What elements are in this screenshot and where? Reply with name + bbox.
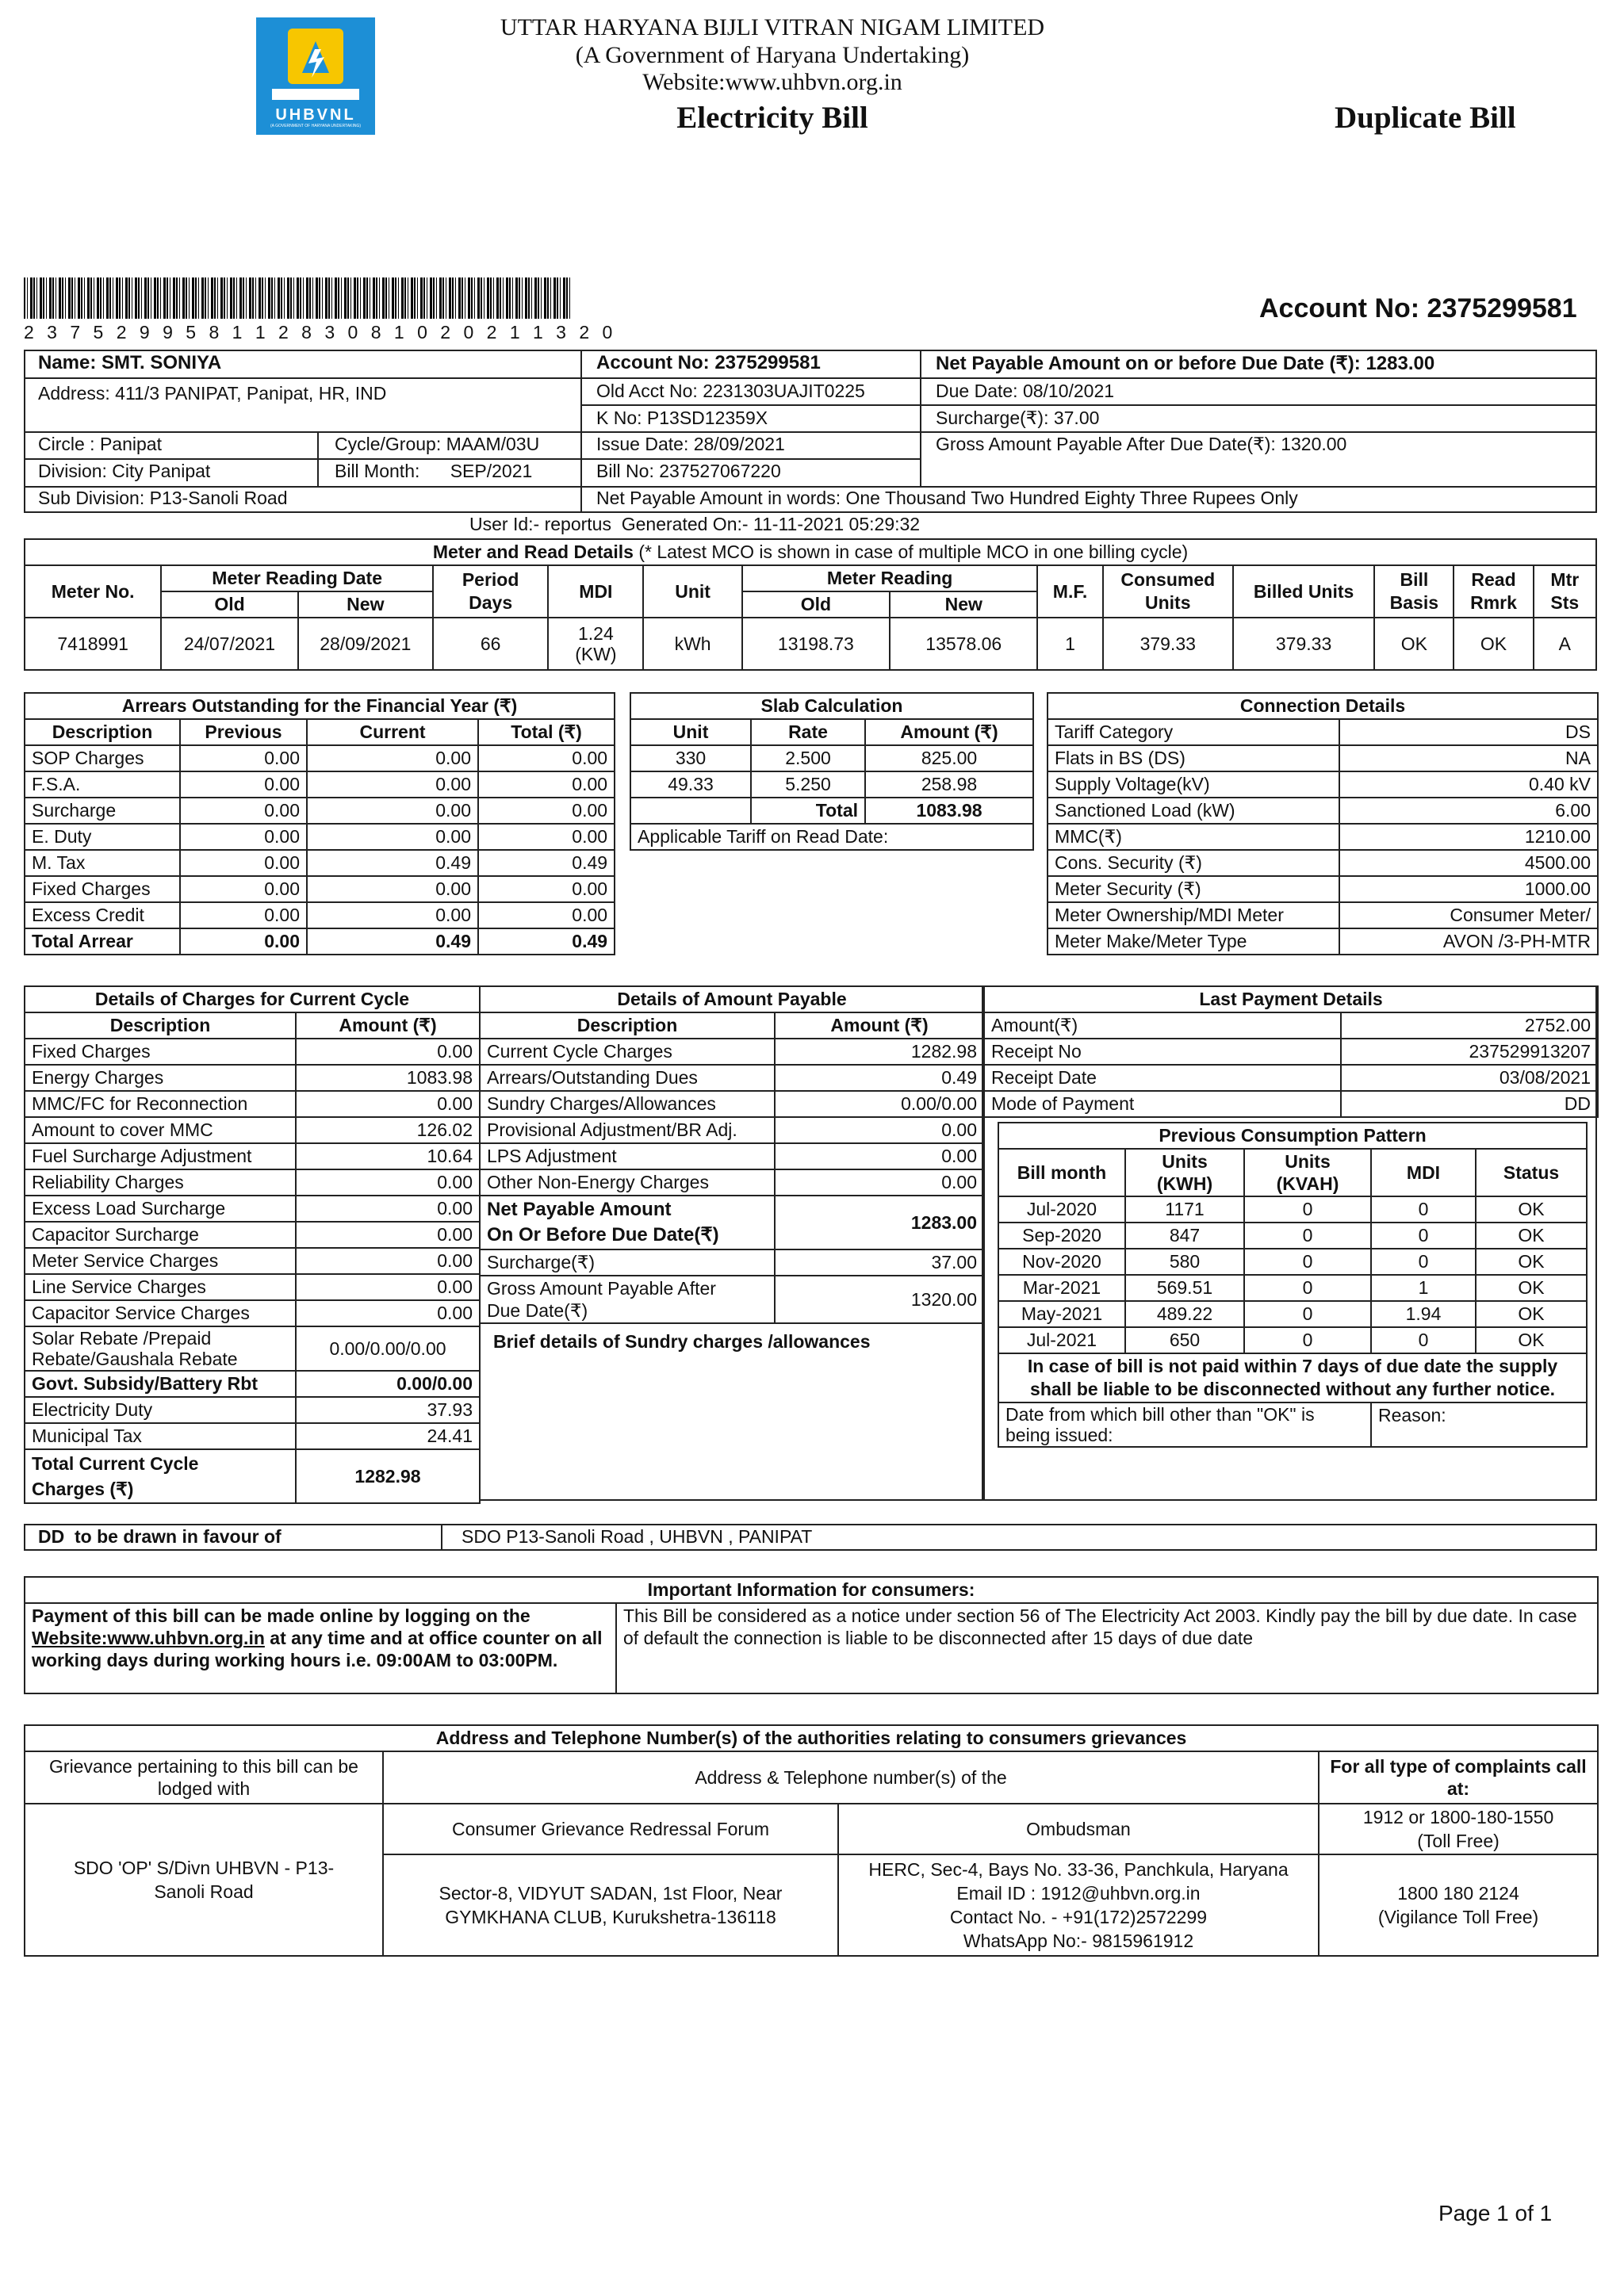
payable-row — [480, 1169, 984, 1196]
issue-date: Issue Date: 28/09/2021 — [596, 434, 785, 454]
slab-title: Slab Calculation — [630, 693, 1033, 719]
col-date-new: New — [298, 591, 433, 618]
table-cell: Meter Make/Meter Type — [1048, 928, 1339, 955]
table-cell: Surcharge — [25, 798, 180, 824]
table-cell: 0.00 — [296, 1196, 480, 1222]
arrears-table — [24, 692, 615, 955]
table-cell: Arrears/Outstanding Dues — [480, 1065, 775, 1091]
connection-row — [1048, 850, 1598, 876]
table-cell: Current Cycle Charges — [480, 1039, 775, 1065]
table-cell: Amount(₹) — [984, 1012, 1341, 1039]
consumption-row — [998, 1275, 1587, 1301]
table-cell: Nov-2020 — [998, 1249, 1125, 1275]
charges-row — [25, 1300, 480, 1326]
meter-title: Meter and Read Details (* Latest MCO is shown in case of multiple MCO in one billing cycle) — [25, 539, 1596, 565]
table-cell: 0.00 — [775, 1143, 984, 1169]
consumer-sub-division: Sub Division: P13-Sanoli Road — [38, 488, 288, 508]
table-cell: 0.00 — [478, 771, 615, 798]
table-cell: 0.00 — [180, 876, 307, 902]
reason-label: Reason: — [1371, 1402, 1587, 1447]
arrears-row — [25, 876, 615, 902]
table-cell: 0.00 — [180, 798, 307, 824]
col-mf: M.F. — [1037, 565, 1102, 618]
slab-header: Unit — [630, 719, 751, 745]
table-cell: DD — [1341, 1091, 1598, 1117]
consumption-header: Status — [1476, 1149, 1587, 1196]
table-cell: Fixed Charges — [25, 876, 180, 902]
consumption-header: Units (KWH) — [1125, 1149, 1244, 1196]
payable-table — [479, 985, 985, 1324]
table-cell: AVON /3-PH-MTR — [1339, 928, 1598, 955]
charges-row — [25, 1117, 480, 1143]
important-right: This Bill be considered as a notice under section 56 of The Electricity Act 2003. Kindly pay the bill by due date. In case of default the connection is liable to be disconnected after 15 days of due date — [616, 1603, 1598, 1693]
table-cell: 0.49 — [307, 928, 478, 955]
consumption-row — [998, 1196, 1587, 1223]
last-payment-row — [984, 1091, 1598, 1117]
charges-row — [25, 1274, 480, 1300]
important-left: Payment of this bill can be made online by logging on the Website:www.uhbvn.org.in at any time and at office counter on all working days during working hours i.e. 09:00AM to 03:00PM. — [25, 1603, 616, 1693]
grievance-ombudsman-address: HERC, Sec-4, Bays No. 33-36, Panchkula, Haryana Email ID : 1912@uhbvn.org.in Contact No. - +91(172)2572299 WhatsApp No:- 9815961912 — [838, 1854, 1319, 1956]
slab-table — [630, 692, 1034, 851]
charges-row — [25, 1222, 480, 1248]
col-mdi: MDI — [548, 565, 643, 618]
table-cell: May-2021 — [998, 1301, 1125, 1327]
duty-row: Electricity Duty 37.93 — [25, 1397, 480, 1423]
gross-after-due: Gross Amount Payable After Due Date(₹): 1320.00 — [936, 434, 1347, 454]
table-cell: 1083.98 — [296, 1065, 480, 1091]
meter-row: 7418991 24/07/2021 28/09/2021 66 1.24 (KW) kWh 13198.73 13578.06 1 379.33 379.33 OK OK A — [25, 618, 1596, 670]
payable-h-amt: Amount (₹) — [775, 1012, 984, 1039]
date-from-label: Date from which bill other than "OK" is being issued: — [998, 1402, 1371, 1447]
table-cell: 0.49 — [775, 1065, 984, 1091]
payable-row — [480, 1039, 984, 1065]
col-period: Period Days — [433, 565, 548, 618]
grievance-col1-head: Grievance pertaining to this bill can be lodged with — [25, 1751, 383, 1804]
charges-row — [25, 1169, 480, 1196]
grievance-table — [24, 1724, 1599, 1957]
table-cell: 0 — [1244, 1223, 1371, 1249]
consumption-header: MDI — [1371, 1149, 1476, 1196]
table-cell: 0.00 — [307, 745, 478, 771]
table-cell: 0.00 — [307, 771, 478, 798]
charges-row — [25, 1065, 480, 1091]
arrears-header: Current — [307, 719, 478, 745]
table-cell: Amount to cover MMC — [25, 1117, 296, 1143]
grievance-forum-address: Sector-8, VIDYUT SADAN, 1st Floor, Near GYMKHANA CLUB, Kurukshetra-136118 — [383, 1854, 838, 1956]
consumer-name: Name: SMT. SONIYA — [38, 352, 222, 373]
k-no: K No: P13SD12359X — [596, 408, 768, 428]
table-cell: 258.98 — [865, 771, 1033, 798]
table-cell: MMC/FC for Reconnection — [25, 1091, 296, 1117]
charges-row — [25, 1196, 480, 1222]
table-cell: Meter Ownership/MDI Meter — [1048, 902, 1339, 928]
table-cell: Energy Charges — [25, 1065, 296, 1091]
table-cell: 0.00 — [180, 745, 307, 771]
col-read-new: New — [890, 591, 1037, 618]
consumption-row — [998, 1223, 1587, 1249]
table-cell: OK — [1476, 1223, 1587, 1249]
slab-tariff-note: Applicable Tariff on Read Date: — [630, 824, 1033, 850]
table-cell: 126.02 — [296, 1117, 480, 1143]
arrears-row — [25, 902, 615, 928]
logo-caption: (A GOVERNMENT OF HARYANA UNDERTAKING) — [270, 124, 361, 128]
dd-value: SDO P13-Sanoli Road , UHBVN , PANIPAT — [462, 1526, 813, 1547]
table-cell: Other Non-Energy Charges — [480, 1169, 775, 1196]
connection-row — [1048, 876, 1598, 902]
disconnection-notice: In case of bill is not paid within 7 days of due date the supply shall be liable to be disconnected without any further notice. — [998, 1353, 1587, 1402]
table-cell: 0.00 — [180, 928, 307, 955]
table-cell: Capacitor Surcharge — [25, 1222, 296, 1248]
payable-row — [480, 1065, 984, 1091]
charges-title: Details of Charges for Current Cycle — [25, 986, 480, 1012]
consumer-address: Address: 411/3 PANIPAT, Panipat, HR, IND — [38, 383, 387, 404]
net-payable-row: Net Payable Amount On Or Before Due Date(₹) 1283.00 — [480, 1196, 984, 1249]
table-cell: 0.00 — [478, 876, 615, 902]
table-cell: 0 — [1371, 1196, 1476, 1223]
grievance-forum: Consumer Grievance Redressal Forum — [383, 1804, 838, 1854]
table-cell: OK — [1476, 1275, 1587, 1301]
table-cell: 0.00 — [478, 745, 615, 771]
last-payment-row — [984, 1065, 1598, 1091]
table-cell: Reliability Charges — [25, 1169, 296, 1196]
table-cell: 1282.98 — [775, 1039, 984, 1065]
meter-table — [24, 538, 1597, 671]
table-cell: 0.00 — [775, 1117, 984, 1143]
company-name: UTTAR HARYANA BIJLI VITRAN NIGAM LIMITED — [500, 14, 1045, 40]
arrears-title: Arrears Outstanding for the Financial Year (₹) — [25, 693, 615, 719]
logo-text: UHBVNL — [275, 106, 356, 124]
table-cell: 2752.00 — [1341, 1012, 1598, 1039]
table-cell: Tariff Category — [1048, 719, 1339, 745]
table-cell: 489.22 — [1125, 1301, 1244, 1327]
connection-row — [1048, 719, 1598, 745]
table-cell: 0.00 — [307, 824, 478, 850]
table-cell: 10.64 — [296, 1143, 480, 1169]
connection-table — [1047, 692, 1599, 955]
col-basis: Bill Basis — [1374, 565, 1454, 618]
table-cell: 0 — [1244, 1275, 1371, 1301]
connection-row — [1048, 771, 1598, 798]
table-cell: SOP Charges — [25, 745, 180, 771]
table-cell: 4500.00 — [1339, 850, 1598, 876]
table-cell: 0.40 kV — [1339, 771, 1598, 798]
table-cell: Fixed Charges — [25, 1039, 296, 1065]
table-cell: 1210.00 — [1339, 824, 1598, 850]
table-cell: Excess Credit — [25, 902, 180, 928]
table-cell: 0 — [1244, 1301, 1371, 1327]
table-cell: OK — [1476, 1327, 1587, 1353]
surcharge-row: Surcharge(₹) 37.00 — [480, 1249, 984, 1276]
last-payment-row — [984, 1039, 1598, 1065]
arrears-row — [25, 850, 615, 876]
table-cell: 650 — [1125, 1327, 1244, 1353]
arrears-row — [25, 798, 615, 824]
table-cell: Sundry Charges/Allowances — [480, 1091, 775, 1117]
table-cell: 0.00 — [307, 902, 478, 928]
arrears-row — [25, 824, 615, 850]
subsidy-row: Govt. Subsidy/Battery Rbt 0.00/0.00 — [25, 1371, 480, 1397]
bill-no: Bill No: 237527067220 — [596, 461, 781, 481]
important-title: Important Information for consumers: — [25, 1577, 1598, 1603]
vigilance-cell: 1800 180 2124 (Vigilance Toll Free) — [1319, 1854, 1598, 1956]
table-cell: Capacitor Service Charges — [25, 1300, 296, 1326]
consumer-circle: Circle : Panipat — [38, 434, 162, 454]
table-cell: Meter Security (₹) — [1048, 876, 1339, 902]
toll-free-cell: 1912 or 1800-180-1550 (Toll Free) — [1319, 1804, 1598, 1854]
payable-title: Details of Amount Payable — [480, 986, 984, 1012]
table-cell: 0.00 — [296, 1169, 480, 1196]
grievance-ombudsman: Ombudsman — [838, 1804, 1319, 1854]
arrears-header: Previous — [180, 719, 307, 745]
amount-in-words: Net Payable Amount in words: One Thousand Two Hundred Eighty Three Rupees Only — [596, 488, 1298, 508]
company-logo — [256, 17, 375, 135]
charges-row — [25, 1143, 480, 1169]
col-billed: Billed Units — [1233, 565, 1374, 618]
grievance-col3-head: For all type of complaints call at: — [1319, 1751, 1598, 1804]
table-cell: Flats in BS (DS) — [1048, 745, 1339, 771]
table-cell: Line Service Charges — [25, 1274, 296, 1300]
table-cell: 0 — [1244, 1196, 1371, 1223]
charges-table — [24, 985, 481, 1504]
consumption-row — [998, 1249, 1587, 1275]
table-cell: 847 — [1125, 1223, 1244, 1249]
table-cell: Mar-2021 — [998, 1275, 1125, 1301]
table-cell: 0 — [1244, 1327, 1371, 1353]
col-meter-no: Meter No. — [25, 565, 161, 618]
table-cell: OK — [1476, 1196, 1587, 1223]
table-cell: 03/08/2021 — [1341, 1065, 1598, 1091]
consumption-row — [998, 1327, 1587, 1353]
table-cell: 0.00 — [296, 1274, 480, 1300]
table-cell: 237529913207 — [1341, 1039, 1598, 1065]
surcharge: Surcharge(₹): 37.00 — [936, 408, 1100, 428]
barcode-digits: 2 3 7 5 2 9 9 5 8 1 1 2 8 3 0 8 1 0 2 0 2 1 1 3 2 0 — [24, 322, 617, 342]
table-cell: Jul-2021 — [998, 1327, 1125, 1353]
table-cell: Supply Voltage(kV) — [1048, 771, 1339, 798]
grievance-title: Address and Telephone Number(s) of the authorities relating to consumers grievances — [25, 1725, 1598, 1751]
table-cell: OK — [1476, 1249, 1587, 1275]
table-cell: Provisional Adjustment/BR Adj. — [480, 1117, 775, 1143]
table-cell: Mode of Payment — [984, 1091, 1341, 1117]
payable-row — [480, 1143, 984, 1169]
connection-title: Connection Details — [1048, 693, 1598, 719]
table-cell: 0.00 — [307, 876, 478, 902]
table-cell: 0.00/0.00 — [775, 1091, 984, 1117]
account-no: Account No: 2375299581 — [596, 352, 821, 373]
table-cell: 49.33 — [630, 771, 751, 798]
arrears-row — [25, 928, 615, 955]
connection-row — [1048, 824, 1598, 850]
page-number: Page 1 of 1 — [1438, 2201, 1553, 2225]
table-cell: 580 — [1125, 1249, 1244, 1275]
col-read-date: Meter Reading Date — [161, 565, 433, 591]
table-cell: 0.00 — [478, 902, 615, 928]
connection-row — [1048, 745, 1598, 771]
table-cell: 1 — [1371, 1275, 1476, 1301]
slab-total-label: Total — [751, 798, 865, 824]
table-cell: Jul-2020 — [998, 1196, 1125, 1223]
consumer-division: Division: City Panipat — [38, 461, 211, 481]
mtax-row: Municipal Tax 24.41 — [25, 1423, 480, 1449]
table-cell: Sanctioned Load (kW) — [1048, 798, 1339, 824]
company-website: Website:www.uhbvn.org.in — [642, 69, 902, 95]
last-payment-row — [984, 1012, 1598, 1039]
table-cell: 0.00 — [775, 1169, 984, 1196]
last-payment-table — [983, 985, 1599, 1118]
table-cell: 0.00 — [296, 1091, 480, 1117]
slab-row — [630, 771, 1033, 798]
table-cell: 0 — [1244, 1249, 1371, 1275]
consumer-cycle-group: Cycle/Group: MAAM/03U — [335, 434, 540, 454]
table-cell: Receipt Date — [984, 1065, 1341, 1091]
table-cell: 0.00 — [180, 850, 307, 876]
charges-total-row: Total Current Cycle Charges (₹) 1282.98 — [25, 1449, 480, 1503]
consumption-title: Previous Consumption Pattern — [998, 1123, 1587, 1149]
company-subtitle: (A Government of Haryana Undertaking) — [575, 42, 970, 68]
slab-row — [630, 745, 1033, 771]
table-cell: LPS Adjustment — [480, 1143, 775, 1169]
consumption-row — [998, 1301, 1587, 1327]
col-consumed: Consumed Units — [1103, 565, 1233, 618]
user-generated-line: User Id:- reportus Generated On:- 11-11-2021 05:29:32 — [469, 514, 921, 534]
table-cell: Excess Load Surcharge — [25, 1196, 296, 1222]
table-cell: 0.00 — [180, 902, 307, 928]
net-payable-heading: Net Payable Amount on or before Due Date (₹): 1283.00 — [936, 353, 1435, 374]
due-date: Due Date: 08/10/2021 — [936, 381, 1115, 401]
slab-header: Rate — [751, 719, 865, 745]
table-cell: 1000.00 — [1339, 876, 1598, 902]
charges-row — [25, 1248, 480, 1274]
connection-row — [1048, 902, 1598, 928]
consumer-bill-month: Bill Month: SEP/2021 — [335, 461, 533, 481]
arrears-header: Total (₹) — [478, 719, 615, 745]
bill-title: Electricity Bill — [676, 101, 868, 135]
table-cell: OK — [1476, 1301, 1587, 1327]
barcode — [24, 277, 571, 319]
table-cell: 0.00 — [478, 824, 615, 850]
col-unit: Unit — [643, 565, 741, 618]
table-cell: 0.49 — [478, 850, 615, 876]
payable-h-desc: Description — [480, 1012, 775, 1039]
consumption-table — [998, 1122, 1588, 1448]
slab-header: Amount (₹) — [865, 719, 1033, 745]
charges-h-amt: Amount (₹) — [296, 1012, 480, 1039]
old-acct-no: Old Acct No: 2231303UAJIT0225 — [596, 381, 865, 401]
payable-row — [480, 1117, 984, 1143]
table-cell: NA — [1339, 745, 1598, 771]
table-cell: Consumer Meter/ — [1339, 902, 1598, 928]
table-cell: F.S.A. — [25, 771, 180, 798]
table-cell: Cons. Security (₹) — [1048, 850, 1339, 876]
charges-row — [25, 1091, 480, 1117]
table-cell: 5.250 — [751, 771, 865, 798]
col-rmrk: Read Rmrk — [1454, 565, 1533, 618]
table-cell: 330 — [630, 745, 751, 771]
table-cell: 569.51 — [1125, 1275, 1244, 1301]
website-link[interactable]: Website:www.uhbvn.org.in — [32, 1628, 265, 1648]
solar-row: Solar Rebate /Prepaid Rebate/Gaushala Rebate 0.00/0.00/0.00 — [25, 1326, 480, 1371]
arrears-row — [25, 771, 615, 798]
bill-type: Duplicate Bill — [1335, 101, 1516, 135]
table-cell: 0.00 — [307, 798, 478, 824]
table-cell: 2.500 — [751, 745, 865, 771]
table-cell: 0.00 — [296, 1039, 480, 1065]
consumption-header: Bill month — [998, 1149, 1125, 1196]
table-cell: 0.00 — [180, 824, 307, 850]
col-read-old: Old — [742, 591, 890, 618]
col-sts: Mtr Sts — [1534, 565, 1596, 618]
table-cell: 0.00 — [296, 1248, 480, 1274]
table-cell: 1171 — [1125, 1196, 1244, 1223]
payable-row — [480, 1091, 984, 1117]
table-cell: 0.49 — [307, 850, 478, 876]
table-cell: 0.00 — [478, 798, 615, 824]
col-reading: Meter Reading — [742, 565, 1038, 591]
arrears-header: Description — [25, 719, 180, 745]
table-cell: 0 — [1371, 1223, 1476, 1249]
table-cell: 1.94 — [1371, 1301, 1476, 1327]
gross-row: Gross Amount Payable After Due Date(₹) 1320.00 — [480, 1276, 984, 1323]
table-cell: 0.49 — [478, 928, 615, 955]
table-cell: Fuel Surcharge Adjustment — [25, 1143, 296, 1169]
table-cell: 0.00 — [180, 771, 307, 798]
arrears-row — [25, 745, 615, 771]
table-cell: 825.00 — [865, 745, 1033, 771]
table-cell: Sep-2020 — [998, 1223, 1125, 1249]
last-payment-title: Last Payment Details — [984, 986, 1598, 1012]
table-cell: MMC(₹) — [1048, 824, 1339, 850]
col-date-old: Old — [161, 591, 297, 618]
table-cell: E. Duty — [25, 824, 180, 850]
connection-row — [1048, 798, 1598, 824]
dd-label: DD to be drawn in favour of — [38, 1526, 282, 1547]
table-cell: 0.00 — [296, 1222, 480, 1248]
table-cell: Receipt No — [984, 1039, 1341, 1065]
connection-row — [1048, 928, 1598, 955]
table-cell: M. Tax — [25, 850, 180, 876]
charges-h-desc: Description — [25, 1012, 296, 1039]
charges-row — [25, 1039, 480, 1065]
table-cell: 0 — [1371, 1327, 1476, 1353]
table-cell: Meter Service Charges — [25, 1248, 296, 1274]
grievance-sdo: SDO 'OP' S/Divn UHBVN - P13-Sanoli Road — [25, 1804, 383, 1956]
table-cell: 0 — [1371, 1249, 1476, 1275]
consumption-header: Units (KVAH) — [1244, 1149, 1371, 1196]
grievance-col2-head: Address & Telephone number(s) of the — [383, 1751, 1319, 1804]
slab-total-value: 1083.98 — [865, 798, 1033, 824]
sundry-title: Brief details of Sundry charges /allowances — [493, 1331, 871, 1352]
important-table — [24, 1576, 1599, 1694]
table-cell: DS — [1339, 719, 1598, 745]
account-heading: Account No: 2375299581 — [1259, 293, 1577, 323]
table-cell: Total Arrear — [25, 928, 180, 955]
table-cell: 6.00 — [1339, 798, 1598, 824]
table-cell: 0.00 — [296, 1300, 480, 1326]
